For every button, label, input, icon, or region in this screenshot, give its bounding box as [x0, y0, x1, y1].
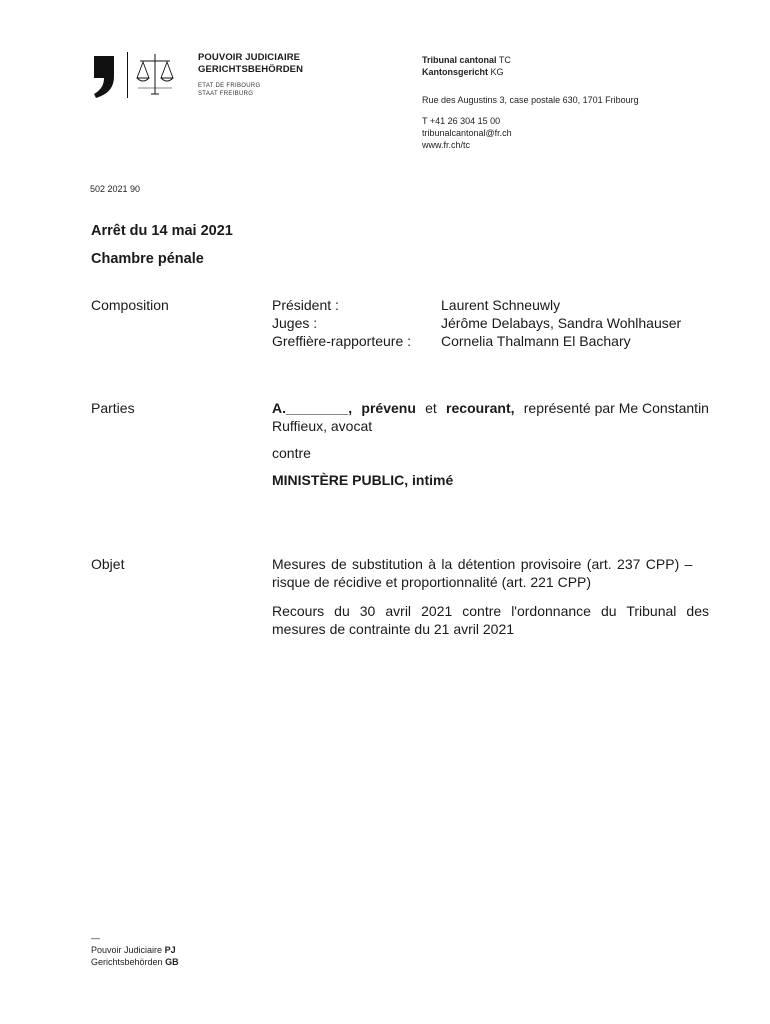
logo-state-line1: ETAT DE FRIBOURG: [198, 83, 261, 89]
composition-label: Composition: [91, 297, 169, 313]
objet-block: [272, 555, 709, 638]
case-reference: 502 2021 90: [90, 184, 141, 194]
logo-org-line2: GERICHTSBEHÖRDEN: [198, 64, 304, 75]
composition-names: Jérôme Delabays, Sandra Wohlhauser: [441, 315, 682, 331]
parties-block: [272, 399, 709, 489]
footer-dash: —: [91, 933, 100, 943]
court-email: tribunalcantonal@fr.ch: [422, 128, 512, 138]
party-representation: représenté par Me Constantin: [523, 400, 709, 416]
composition-names: Cornelia Thalmann El Bachary: [441, 333, 631, 349]
composition-row: [272, 296, 732, 314]
comma-mark-icon: [90, 54, 116, 98]
appeal-line-1: Recours du 30 avril 2021 contre l'ordonnance du Tribunal des: [272, 603, 709, 619]
party-name: A.________,: [272, 400, 353, 416]
composition-names: Laurent Schneuwly: [441, 297, 561, 313]
logo-divider: [127, 52, 128, 98]
party-line-1: [272, 399, 709, 417]
logo-org-line1: POUVOIR JUDICIAIRE: [198, 52, 301, 63]
party-representation-cont: Ruffieux, avocat: [272, 418, 373, 434]
footer-line-2: Gerichtsbehörden GB: [91, 957, 179, 967]
party-connector: et: [425, 400, 437, 416]
versus-text: contre: [272, 445, 311, 461]
court-name-de: Kantonsgericht KG: [422, 67, 504, 77]
court-website: www.fr.ch/tc: [422, 140, 471, 150]
logo-state-line2: STAAT FREIBURG: [198, 91, 254, 97]
court-header: [422, 54, 742, 151]
subject-line-2: risque de récidive et proportionnalité (art. 221 CPP): [272, 574, 592, 590]
party-role-2: recourant,: [446, 400, 515, 416]
composition-row: [272, 314, 732, 332]
court-address: Rue des Augustins 3, case postale 630, 1701 Fribourg: [422, 95, 639, 105]
scales-of-justice-icon: [134, 52, 176, 98]
appeal-line-2: mesures de contrainte du 21 avril 2021: [272, 621, 515, 637]
objet-label: Objet: [91, 556, 125, 572]
opponent-party: MINISTÈRE PUBLIC, intimé: [272, 472, 454, 488]
logo: [90, 52, 330, 100]
composition-role: Juges :: [272, 315, 318, 331]
parties-label: Parties: [91, 400, 135, 416]
judgment-title: Arrêt du 14 mai 2021: [91, 223, 233, 239]
subject-line-1: Mesures de substitution à la détention provisoire (art. 237 CPP) –: [272, 556, 693, 572]
court-phone: T +41 26 304 15 00: [422, 116, 501, 126]
composition-role: Greffière-rapporteure :: [272, 333, 412, 349]
composition-role: Président :: [272, 297, 339, 313]
court-name-fr: Tribunal cantonal TC: [422, 55, 511, 65]
page-footer: [91, 932, 179, 968]
footer-line-1: Pouvoir Judiciaire PJ: [91, 945, 176, 955]
composition-table: [272, 296, 732, 350]
chamber-title: Chambre pénale: [91, 251, 204, 267]
composition-row: [272, 332, 732, 350]
party-role-1: prévenu: [361, 400, 416, 416]
